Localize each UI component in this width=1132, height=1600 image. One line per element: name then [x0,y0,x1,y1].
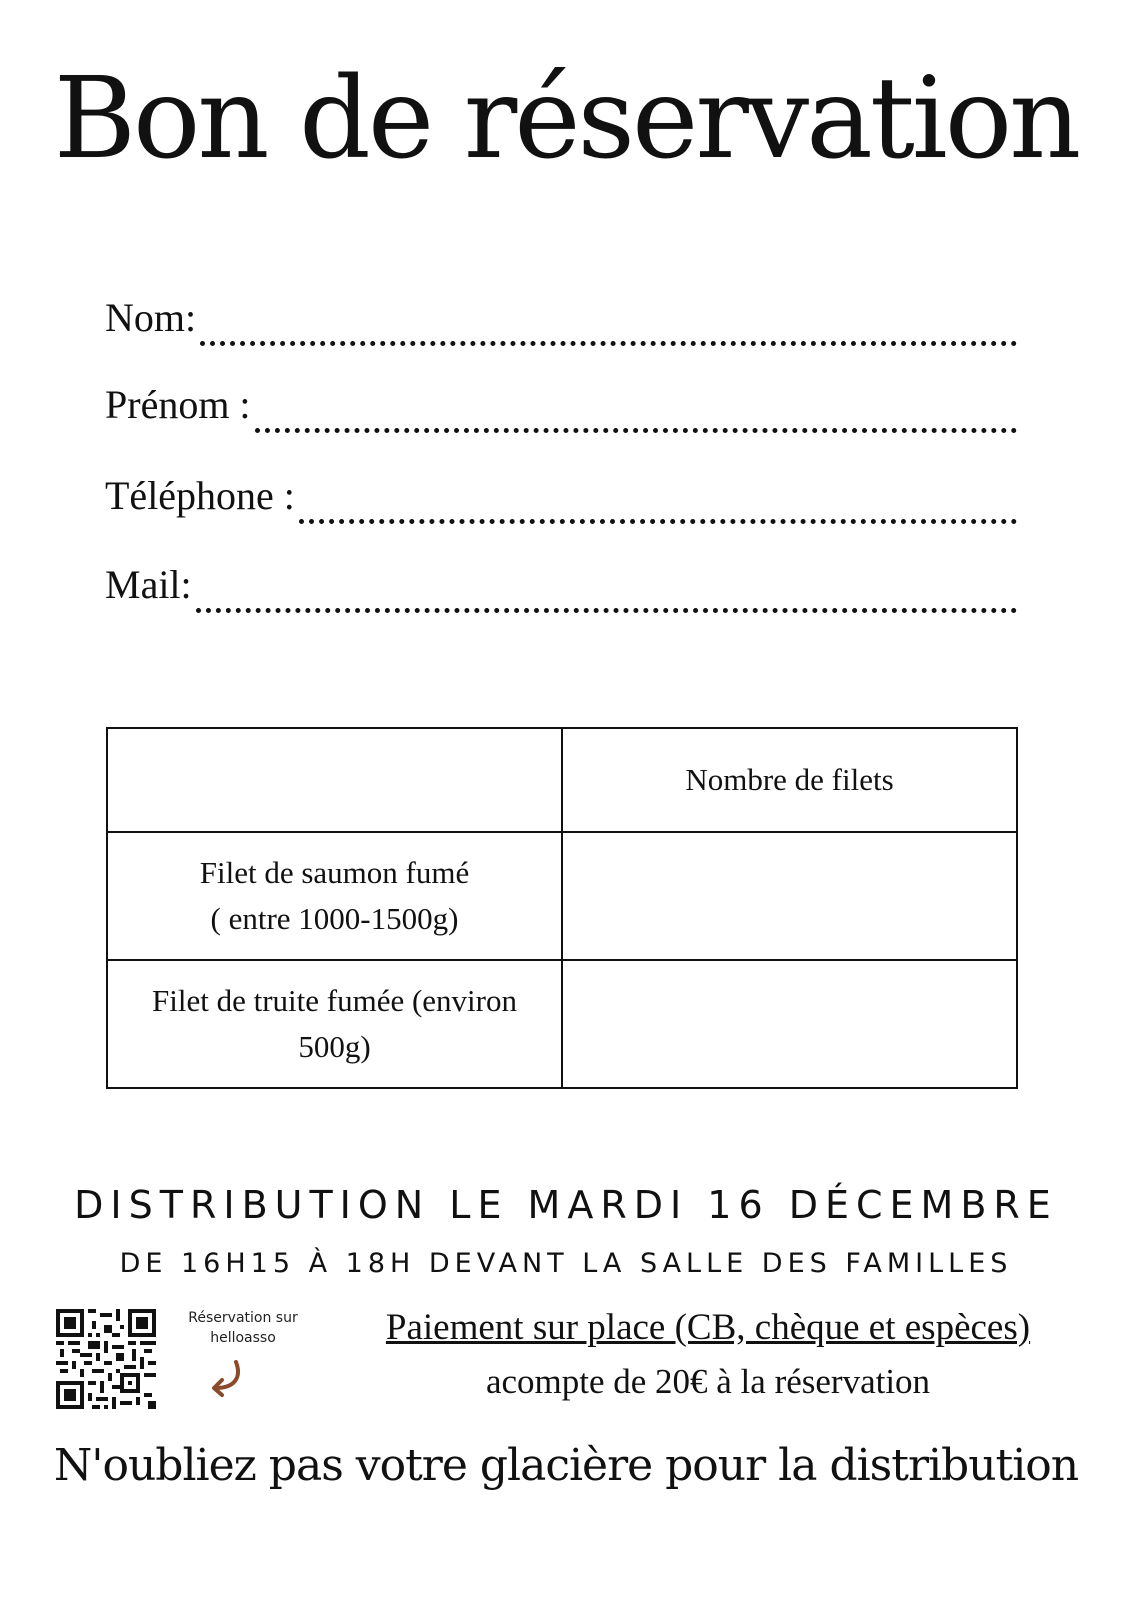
name-dotted-line[interactable] [200,341,1017,346]
deposit-info: acompte de 20€ à la réservation [485,1362,931,1401]
table-header-quantity: Nombre de filets [562,728,1017,832]
firstname-field[interactable] [105,382,1017,427]
phone-dotted-line[interactable] [299,519,1017,524]
qr-caption [178,1308,308,1349]
page-title: Bon de réservation [53,54,1079,184]
qr-caption-line2: helloasso [210,1330,276,1347]
table-header-empty [107,728,562,832]
order-table [106,727,1018,1089]
product-detail: 500g) [298,1029,371,1064]
cooler-reminder: N'oubliez pas votre glacière pour la distribution [53,1440,1079,1491]
distribution-location: DE 16H15 À 18H DEVANT LA SALLE DES FAMILLES [119,1248,1013,1279]
qr-code-icon[interactable] [56,1309,156,1409]
phone-field[interactable] [105,473,1017,518]
phone-label: Téléphone : [105,473,295,518]
payment-info: Paiement sur place (CB, chèque et espèces) [385,1307,1031,1348]
firstname-dotted-line[interactable] [255,428,1017,433]
quantity-cell[interactable] [562,960,1017,1088]
product-cell [107,960,562,1088]
qr-caption-line1: Réservation sur [188,1310,298,1326]
table-row [107,960,1017,1088]
name-label: Nom: [105,295,197,340]
product-cell [107,832,562,960]
table-header-row [107,728,1017,832]
product-name: Filet de saumon fumé [199,854,470,890]
quantity-cell[interactable] [562,832,1017,960]
firstname-label: Prénom : [105,382,251,427]
distribution-date: DISTRIBUTION LE MARDI 16 DÉCEMBRE [74,1183,1058,1227]
name-field[interactable] [105,295,1017,340]
curved-arrow-icon [206,1358,250,1398]
mail-label: Mail: [105,562,192,607]
table-row [107,832,1017,960]
mail-dotted-line[interactable] [196,608,1017,613]
product-detail: ( entre 1000-1500g) [210,901,459,936]
product-name: Filet de truite fumée (environ [152,982,517,1018]
mail-field[interactable] [105,562,1017,607]
